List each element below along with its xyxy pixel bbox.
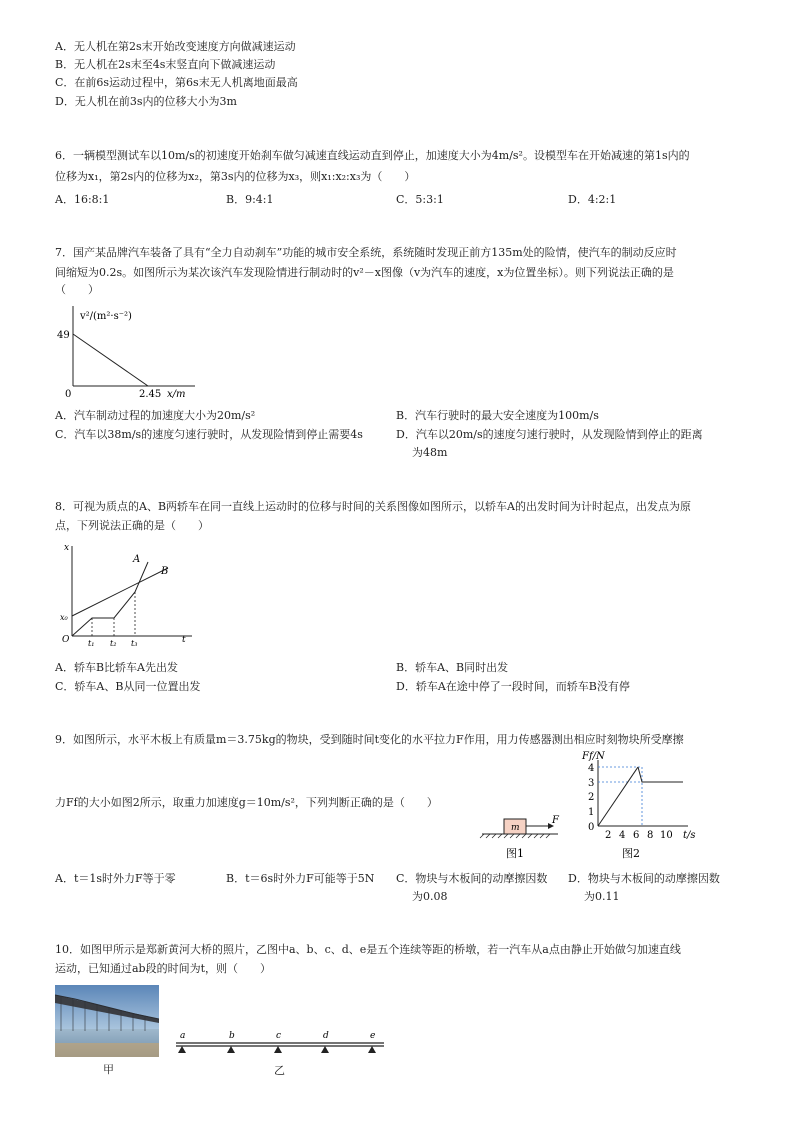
q9-option-c-cont: 为0.08	[412, 890, 448, 903]
q8-stem-line1: 8．可视为质点的A、B两轿车在同一直线上运动时的位移与时间的关系图像如图所示，以轿车A的出发时间为计时起点，出发点为原	[55, 500, 691, 513]
q7-ylabel: v²/(m²·s⁻²)	[80, 311, 132, 322]
q8-option-c: C．轿车A、B从同一位置出发	[55, 680, 201, 693]
q10-piers-diagram	[172, 1027, 387, 1061]
q9-y-2: 2	[588, 792, 595, 803]
q8-stem-line2: 点，下列说法正确的是（ ）	[55, 519, 209, 532]
q7-origin: 0	[65, 389, 72, 400]
q9-y-3: 3	[588, 778, 595, 789]
q8-line-b	[72, 568, 168, 616]
q6-stem-line2: 位移为x₁，第2s内的位移为x₂，第3s内的位移为x₃，则x₁:x₂:x₃为（ ）	[55, 170, 416, 183]
q7-option-d-cont: 为48m	[412, 446, 448, 459]
q8-option-d: D．轿车A在途中停了一段时间，而轿车B没有停	[396, 680, 630, 693]
q9-y-0: 0	[588, 822, 595, 833]
q8-option-b: B．轿车A、B同时出发	[396, 661, 509, 674]
q5-option-c: C．在前6s运动过程中，第6s末无人机离地面最高	[55, 76, 298, 89]
q8-label-x: x	[64, 543, 70, 553]
q7-option-b: B．汽车行驶时的最大安全速度为100m/s	[396, 409, 599, 422]
q7-v2-x-graph	[55, 300, 205, 400]
q8-label-o: O	[62, 635, 70, 645]
q7-x-245: 2.45	[139, 389, 162, 400]
q9-x-6: 6	[633, 830, 640, 841]
q10-stem-line2: 运动，已知通过ab段的时间为t，则（ ）	[55, 962, 272, 975]
q7-stem-line2: 间缩短为0.2s。如图所示为某次该汽车发现险情进行制动时的v²－x图像（v为汽车的速度，x为位置坐标）。则下列说法正确的是	[55, 266, 674, 279]
q9-option-d: D．物块与木板间的动摩擦因数	[568, 872, 720, 885]
q9-option-d-cont: 为0.11	[584, 890, 620, 903]
q9-block-m: m	[511, 823, 520, 833]
q9-option-b: B．t＝6s时外力F可能等于5N	[226, 872, 375, 885]
q9-ff-rise	[598, 767, 638, 826]
q9-figure-2	[580, 748, 710, 863]
q9-y-1: 1	[588, 807, 595, 818]
q7-stem-line3: （ ）	[55, 283, 99, 296]
q7-option-c: C．汽车以38m/s的速度匀速行驶时，从发现险情到停止需要4s	[55, 428, 363, 441]
q7-y-49: 49	[57, 330, 70, 341]
q6-stem-line1: 6．一辆模型测试车以10m/s的初速度开始刹车做匀减速直线运动直到停止，加速度大小为4m/s²。设模型车在开始减速的第1s内的	[55, 149, 690, 162]
q7-option-a: A．汽车制动过程的加速度大小为20m/s²	[55, 409, 256, 422]
q10-caption-yi: 乙	[274, 1064, 285, 1077]
q6-option-b: B．9:4:1	[226, 193, 274, 206]
q8-label-t1: t₁	[88, 639, 95, 648]
q9-x-4: 4	[619, 830, 626, 841]
q8-label-t: t	[182, 635, 186, 645]
q7-graph-line	[73, 334, 148, 386]
q10-pier-e: e	[370, 1031, 376, 1041]
q9-option-a: A．t＝1s时外力F等于零	[55, 872, 176, 885]
q9-y-4: 4	[588, 763, 595, 774]
q8-label-x0: x₀	[60, 613, 68, 622]
q9-fig1-caption: 图1	[506, 847, 524, 860]
q10-bridge-photo	[55, 985, 159, 1057]
q9-force-f: F	[552, 815, 559, 826]
q9-stem-line1: 9．如图所示，水平木板上有质量m＝3.75kg的物块，受到随时间t变化的水平拉力F作用，用力传感器测出相应时刻物块所受摩擦	[55, 733, 684, 746]
q9-x-2: 2	[605, 830, 612, 841]
q10-stem-line1: 10．如图甲所示是郑新黄河大桥的照片，乙图中a、b、c、d、e是五个连续等距的桥墩，若一汽车从a点由静止开始做匀加速直线	[55, 943, 681, 956]
q8-option-a: A．轿车B比轿车A先出发	[55, 661, 178, 674]
q8-label-t3: t₃	[131, 639, 138, 648]
q7-xlabel: x/m	[167, 389, 186, 400]
q9-fig2-ylabel: Ff/N	[582, 751, 605, 762]
q8-label-t2: t₂	[110, 639, 117, 648]
q6-option-d: D．4:2:1	[568, 193, 617, 206]
q9-figure-1	[478, 812, 568, 860]
q5-option-b: B．无人机在2s末至4s末竖直向下做减速运动	[55, 58, 276, 71]
q10-pier-c: c	[276, 1031, 282, 1041]
q6-option-a: A．16:8:1	[55, 193, 110, 206]
q7-stem-line1: 7．国产某品牌汽车装备了具有“全力自动刹车”功能的城市安全系统，系统随时发现正前方135m处的险情，使汽车的制动反应时	[55, 246, 677, 259]
q6-option-c: C．5:3:1	[396, 193, 444, 206]
q9-x-8: 8	[647, 830, 654, 841]
q9-ff-kinetic	[638, 767, 683, 782]
q9-fig2-xlabel: t/s	[683, 830, 696, 841]
q8-label-a: A	[133, 554, 141, 565]
q7-option-d: D．汽车以20m/s的速度匀速行驶时，从发现险情到停止的距离	[396, 428, 703, 441]
q10-pier-a: a	[180, 1031, 186, 1041]
q8-x-t-graph	[58, 538, 198, 648]
q5-option-d: D．无人机在前3s内的位移大小为3m	[55, 95, 237, 108]
q9-option-c: C．物块与木板间的动摩擦因数	[396, 872, 548, 885]
q10-caption-jia: 甲	[103, 1063, 114, 1076]
q10-pier-b: b	[229, 1031, 235, 1041]
q9-fig2-caption: 图2	[622, 847, 640, 860]
q8-line-a	[72, 562, 148, 636]
q8-label-b: B	[161, 566, 169, 577]
q10-pier-d: d	[323, 1031, 329, 1041]
q9-stem-line2: 力Ff的大小如图2所示，取重力加速度g＝10m/s²，下列判断正确的是（ ）	[55, 796, 438, 809]
q5-option-a: A．无人机在第2s末开始改变速度方向做减速运动	[55, 40, 296, 53]
q9-x-10: 10	[660, 830, 673, 841]
